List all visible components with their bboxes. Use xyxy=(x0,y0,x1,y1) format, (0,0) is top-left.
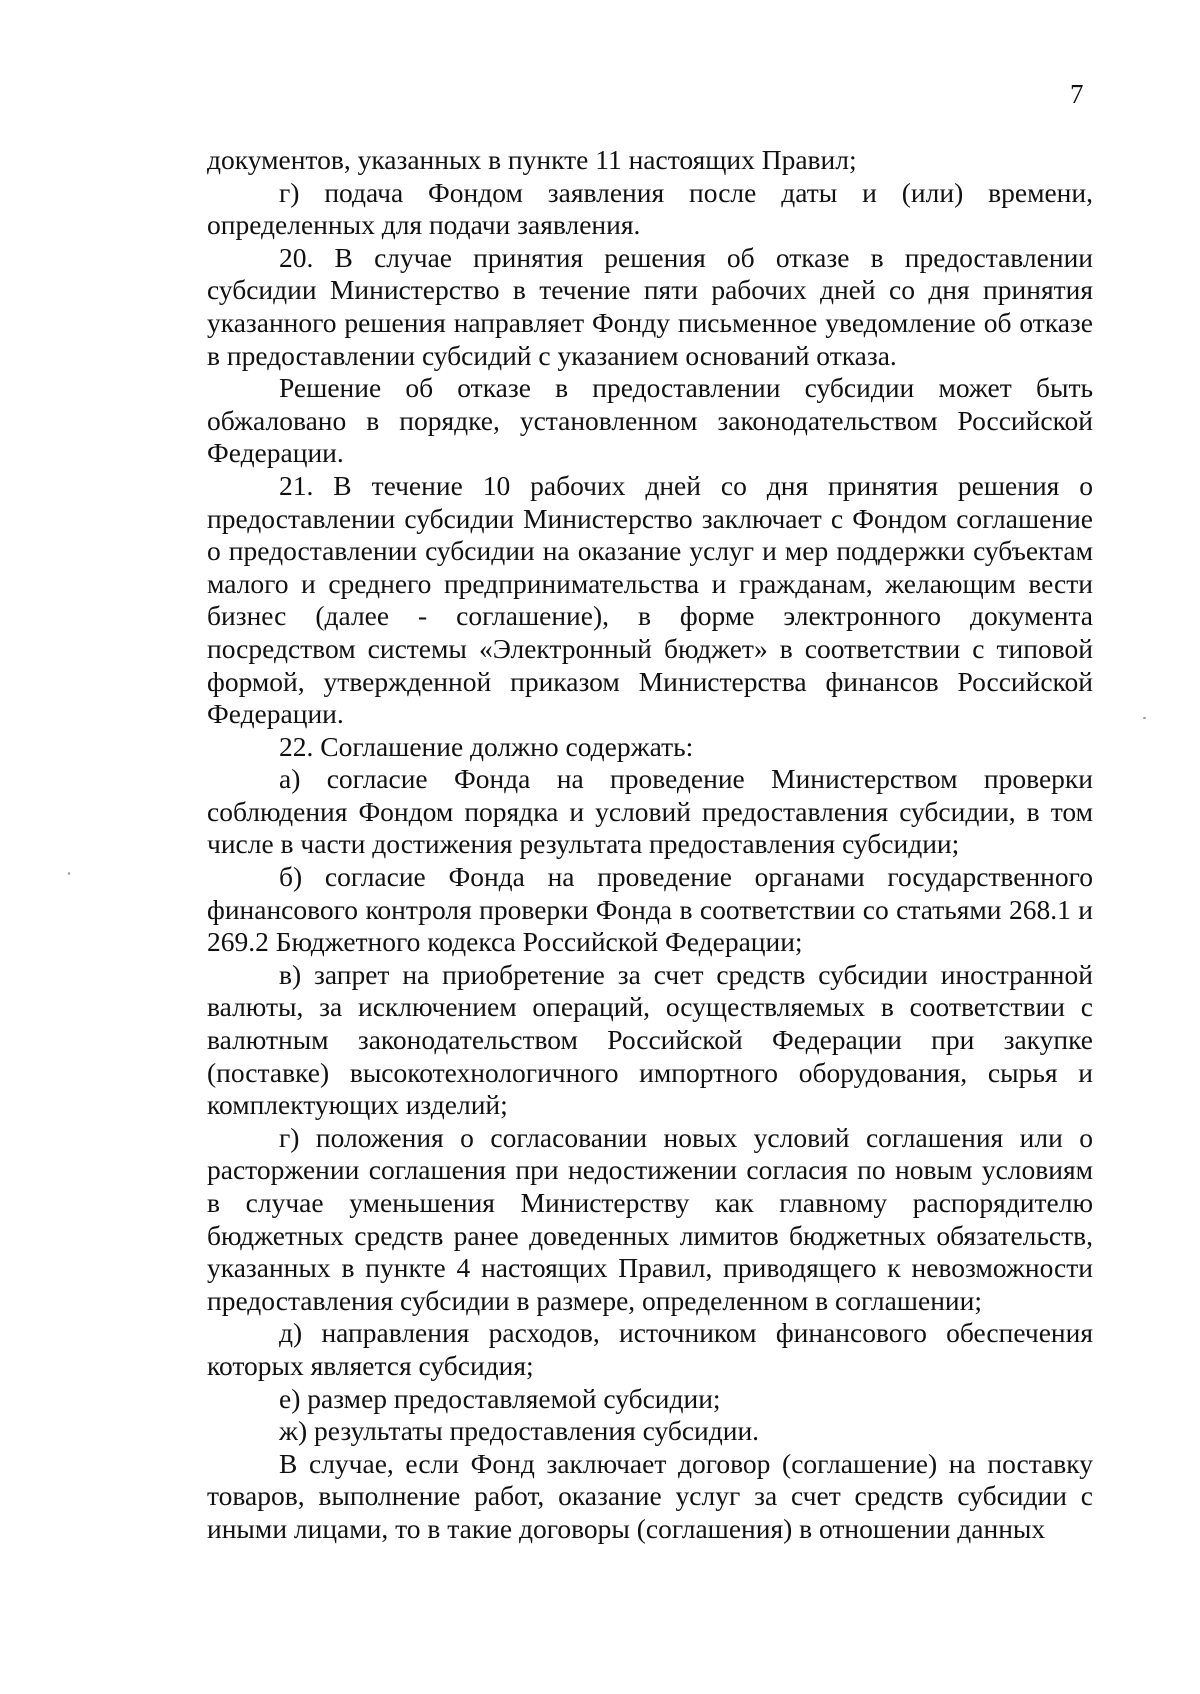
paragraph-refusal-appeal: Решение об отказе в предоставлении субсидии может быть обжаловано в порядке, установленном законодательством Российской Федерации. xyxy=(207,372,1093,469)
scan-speck xyxy=(1143,717,1146,719)
paragraph-third-party-contracts: В случае, если Фонд заключает договор (соглашение) на поставку товаров, выполнение работ, оказание услуг за счет средств субсидии с иными лицами, то в такие договоры (соглашения) в отношении данных xyxy=(207,1447,1093,1544)
scan-speck xyxy=(68,872,70,875)
page-number: 7 xyxy=(1070,79,1084,109)
paragraph-item-b-state-control-audit: б) согласие Фонда на проведение органами государственного финансового контроля проверки Фонда в соответствии со статьями 268.1 и 269.2 Бюджетного кодекса Российской Федерации; xyxy=(207,861,1093,958)
paragraph-item-a-ministry-audit: а) согласие Фонда на проведение Министерством проверки соблюдения Фондом порядка и условий предоставления субсидии, в том числе в части достижения результата предоставления субсидии; xyxy=(207,763,1093,860)
paragraph-item-v-currency-ban: в) запрет на приобретение за счет средств субсидии иностранной валюты, за исключением операций, осуществляемых в соответствии с валютным законодательством Российской Федерации при закупке (поставке) высокотехнологичного импортного оборудования, сырья и комплектующих изделий; xyxy=(207,958,1093,1121)
paragraph-item-zh-subsidy-results: ж) результаты предоставления субсидии. xyxy=(279,1415,760,1447)
paragraph-item-d-expense-directions: д) направления расходов, источником финансового обеспечения которых является субсидия; xyxy=(207,1317,1093,1381)
paragraph-20-refusal-notice: 20. В случае принятия решения об отказе в предоставлении субсидии Министерство в течение пяти рабочих дней со дня принятия указанного решения направляет Фонду письменное уведомление об отказе в предоставлении субсидий с указанием оснований отказа. xyxy=(207,241,1093,371)
paragraph-continuation: документов, указанных в пункте 11 настоящих Правил; xyxy=(207,144,857,175)
paragraph-item-e-subsidy-amount: е) размер предоставляемой субсидии; xyxy=(279,1382,721,1414)
document-body xyxy=(207,144,1093,1546)
paragraph-item-g-filing-deadline: г) подача Фондом заявления после даты и (или) времени, определенных для подачи заявления. xyxy=(207,176,1093,241)
paragraph-item-g-new-conditions: г) положения о согласовании новых условий соглашения или о расторжении соглашения при недостижении согласия по новым условиям в случае уменьшения Министерству как главному распорядителю бюджетных средств ранее доведенных лимитов бюджетных обязательств, указанных в пункте 4 настоящих Правил, приводящего к невозможности предоставления субсидии в размере, определенном в соглашении; xyxy=(207,1121,1093,1316)
paragraph-21-agreement-conclusion: 21. В течение 10 рабочих дней со дня принятия решения о предоставлении субсидии Министерство заключает с Фондом соглашение о предоставлении субсидии на оказание услуг и мер поддержки субъектам малого и среднего предпринимательства и гражданам, желающим вести бизнес (далее - соглашение), в форме электронного документа посредством системы «Электронный бюджет» в соответствии с типовой формой, утвержденной приказом Министерства финансов Российской Федерации. xyxy=(207,469,1093,730)
paragraph-22-agreement-contents: 22. Соглашение должно содержать: xyxy=(279,730,694,762)
